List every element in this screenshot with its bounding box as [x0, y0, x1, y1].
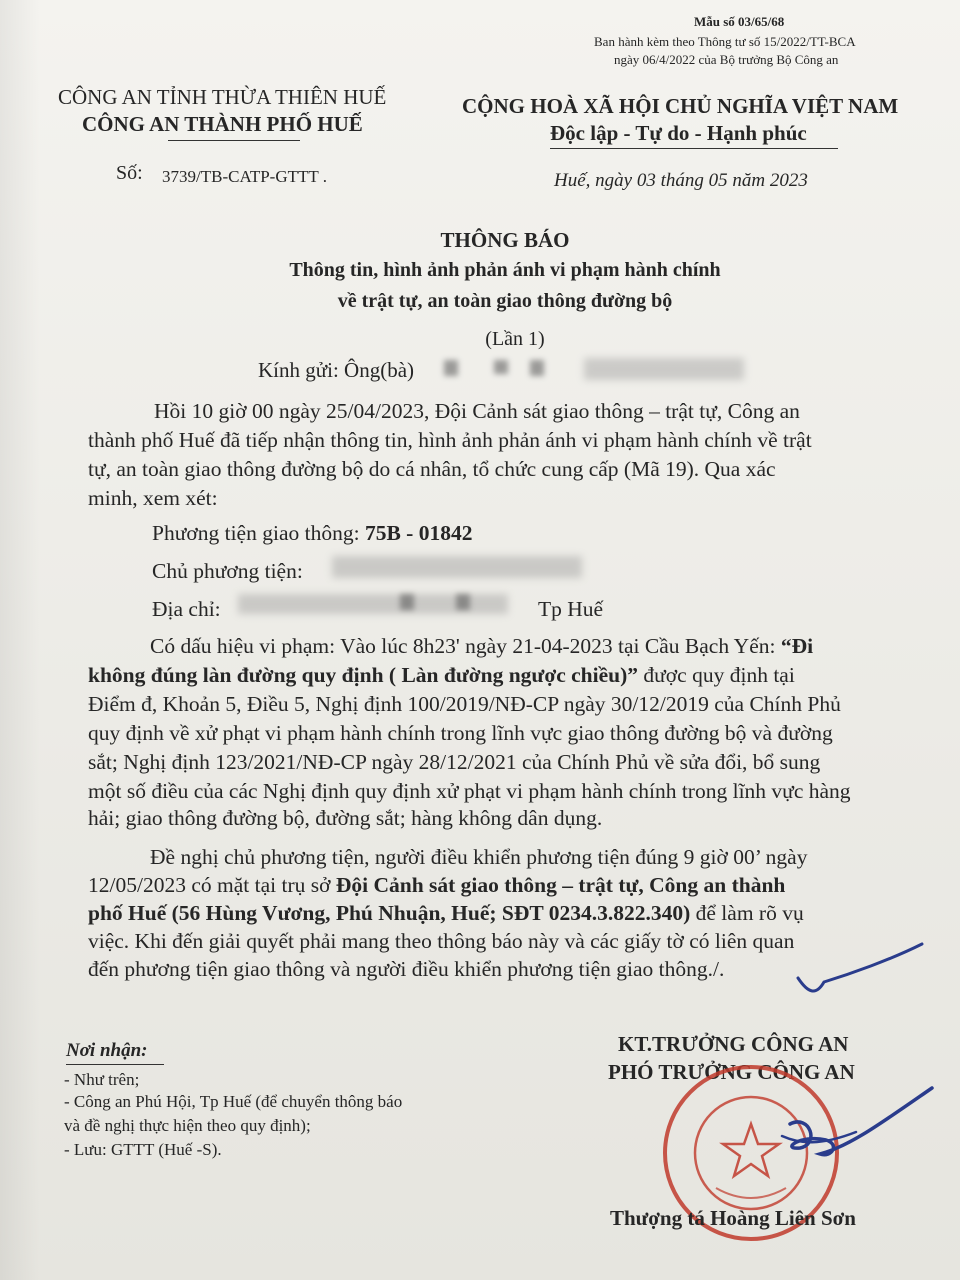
doc-number: 3739/TB-CATP-GTTT .: [162, 167, 327, 186]
paragraph-2-text: được quy định tại: [638, 663, 795, 687]
paragraph-3-line: Đề nghị chủ phương tiện, người điều khiển phương tiện đúng 9 giờ 00’ ngày: [150, 845, 808, 869]
paragraph-1-line: thành phố Huế đã tiếp nhận thông tin, hình ảnh phản ánh vi phạm hành chính về trật: [88, 428, 812, 452]
signer-name: Thượng tá Hoàng Liên Sơn: [610, 1206, 856, 1230]
redacted-name: [494, 360, 508, 374]
address-label: Địa chỉ:: [152, 597, 221, 621]
paragraph-1-line: Hồi 10 giờ 00 ngày 25/04/2023, Đội Cảnh sát giao thông – trật tự, Công an: [154, 399, 800, 423]
recipient-item: - Như trên;: [64, 1070, 140, 1089]
form-number: Mẫu số 03/65/68: [694, 14, 785, 29]
nation-motto: Độc lập - Tự do - Hạnh phúc: [550, 121, 807, 145]
page-shadow: [0, 0, 40, 1280]
owner-label: Chủ phương tiện:: [152, 559, 303, 583]
paragraph-2-bold: “Đi: [780, 634, 814, 658]
notice-title: THÔNG BÁO: [440, 228, 570, 252]
notice-subtitle-1: Thông tin, hình ảnh phản ánh vi phạm hành chính: [289, 259, 721, 281]
recipients-title: Nơi nhận:: [66, 1040, 148, 1061]
redacted-address: [456, 594, 470, 610]
redacted-name: [530, 360, 544, 376]
paragraph-3-bold: Đội Cảnh sát giao thông – trật tự, Công an thành: [335, 873, 786, 897]
vehicle-row: [152, 519, 960, 548]
paragraph-3-line: việc. Khi đến giải quyết phải mang theo thông báo này và các giấy tờ có liên quan: [88, 929, 795, 953]
notice-times: (Lần 1): [485, 328, 545, 350]
vehicle-plate: 75B - 01842: [364, 521, 473, 545]
paragraph-3-line: [88, 871, 928, 900]
ink-checkmark-icon: [790, 938, 930, 998]
recipient-item: và đề nghị thực hiện theo quy định);: [64, 1116, 311, 1135]
agency-parent: CÔNG AN TỈNH THỪA THIÊN HUẾ: [58, 85, 387, 109]
nation-title: CỘNG HOÀ XÃ HỘI CHỦ NGHĨA VIỆT NAM: [462, 94, 899, 118]
paragraph-2-line: quy định về xử phạt vi phạm hành chính trong lĩnh vực giao thông đường bộ và đường: [88, 721, 833, 745]
signature-role-2: PHÓ TRƯỞNG CÔNG AN: [608, 1060, 855, 1084]
recipient-item: - Công an Phú Hội, Tp Huế (để chuyển thông báo: [64, 1092, 403, 1111]
paragraph-1-line: tự, an toàn giao thông đường bộ do cá nhân, tổ chức cung cấp (Mã 19). Qua xác: [88, 457, 776, 481]
signature-role-1: KT.TRƯỞNG CÔNG AN: [618, 1032, 849, 1056]
notice-subtitle-2: về trật tự, an toàn giao thông đường bộ: [337, 290, 673, 312]
paragraph-2-line: sắt; Nghị định 123/2021/NĐ-CP ngày 28/12/2021 của Chính Phủ về sửa đổi, bổ sung: [88, 750, 821, 774]
paragraph-3-line: [88, 899, 928, 928]
form-issued-line1: Ban hành kèm theo Thông tư số 15/2022/TT-BCA: [594, 34, 856, 49]
paragraph-3-line: đến phương tiện giao thông và người điều khiển phương tiện giao thông./.: [88, 957, 725, 981]
motto-underline: [550, 148, 838, 149]
redacted-owner: [332, 556, 582, 578]
paragraph-2-bold: không đúng làn đường quy định ( Làn đường ngược chiều)”: [88, 663, 639, 687]
paragraph-2-line: hải; giao thông đường bộ, đường sắt; hàng không dân dụng.: [88, 806, 603, 830]
handwritten-signature-icon: [760, 1084, 940, 1174]
paragraph-2-text: Có dấu hiệu vi phạm: Vào lúc 8h23' ngày 21-04-2023 tại Cầu Bạch Yến:: [150, 634, 781, 658]
recipient-item: - Lưu: GTTT (Huế -S).: [64, 1140, 222, 1159]
paragraph-1-line: minh, xem xét:: [88, 486, 218, 510]
paragraph-2-line: [150, 632, 920, 661]
paragraph-3-text: để làm rõ vụ: [690, 901, 804, 925]
paragraph-2-line: [88, 661, 928, 690]
place-date: Huế, ngày 03 tháng 05 năm 2023: [554, 170, 808, 191]
paragraph-2-line: Điểm đ, Khoản 5, Điều 5, Nghị định 100/2019/NĐ-CP ngày 30/12/2019 của Chính Phủ: [88, 692, 841, 716]
paragraph-3-bold: phố Huế (56 Hùng Vương, Phú Nhuận, Huế; SĐT 0234.3.822.340): [88, 901, 691, 925]
redacted-address: [400, 594, 414, 610]
agency-underline: [168, 140, 300, 141]
paragraph-2-line: một số điều của các Nghị định quy định xử phạt vi phạm hành chính trong lĩnh vực hàng: [88, 779, 851, 803]
vehicle-label: Phương tiện giao thông:: [152, 521, 360, 545]
address-city: Tp Huế: [538, 597, 604, 621]
recipient-label: Kính gửi: Ông(bà): [258, 358, 415, 382]
agency-name: CÔNG AN THÀNH PHỐ HUẾ: [82, 112, 363, 136]
redacted-name: [444, 360, 458, 376]
paragraph-3-text: 12/05/2023 có mặt tại trụ sở: [88, 873, 336, 897]
recipients-underline: [66, 1064, 164, 1065]
form-issued-line2: ngày 06/4/2022 của Bộ trưởng Bộ Công an: [614, 52, 839, 67]
redacted-name: [584, 358, 744, 380]
doc-number-label: Số:: [116, 162, 143, 184]
